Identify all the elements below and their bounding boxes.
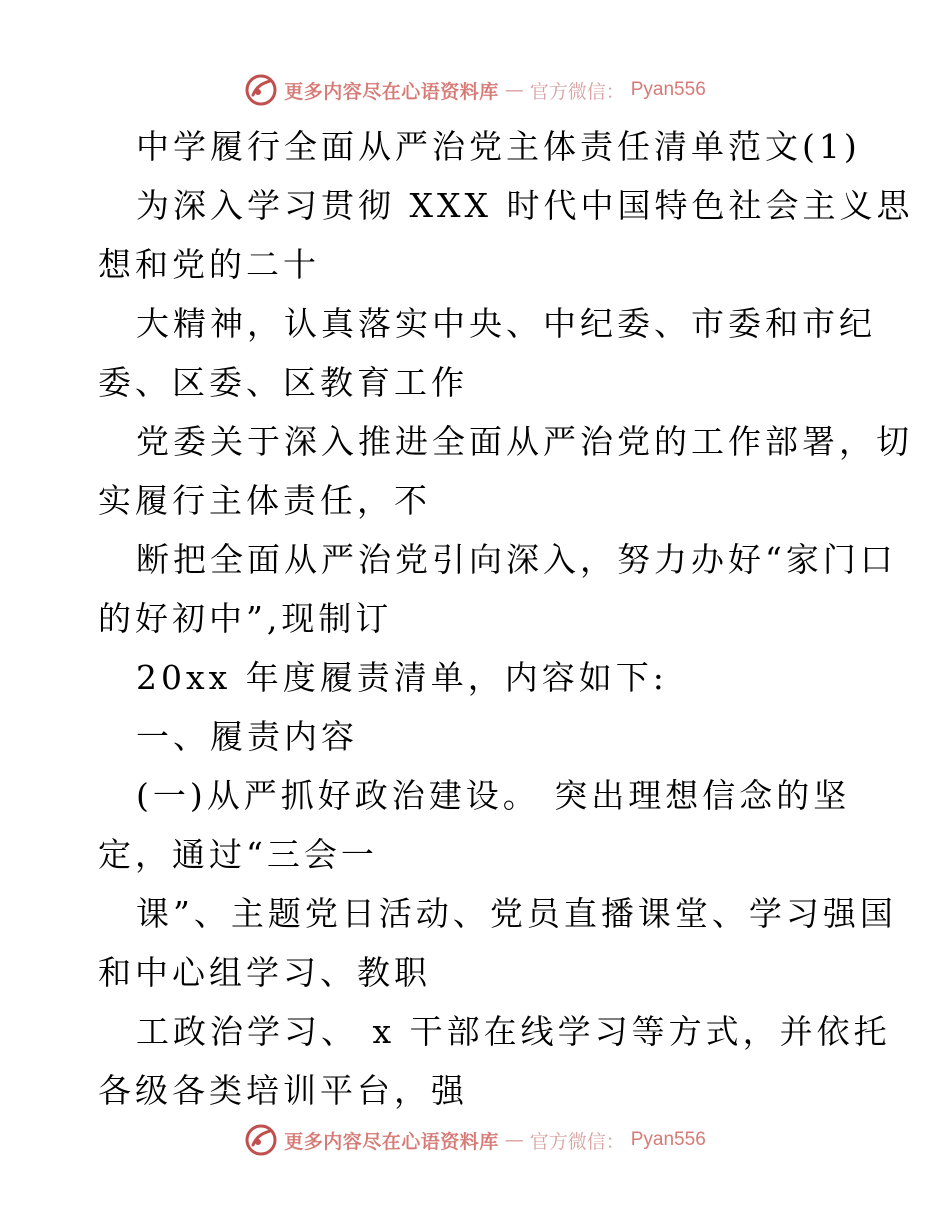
watermark-text: 更多内容尽在心语资料库 — [284, 1130, 499, 1153]
paragraph-line: 的好初中”,现制订 — [98, 599, 393, 638]
paragraph-line: 20xx 年度履责清单，内容如下: — [136, 658, 668, 697]
watermark-separator: — — [504, 79, 524, 101]
document-title: 中学履行全面从严治党主体责任清单范文(1) — [136, 127, 861, 166]
paragraph-line: (一)从严抓好政治建设。 突出理想信念的坚 — [136, 776, 851, 815]
paragraph-line: 工政治学习、 x 干部在线学习等方式，并依托 — [136, 1012, 891, 1051]
paragraph-line: 和中心组学习、教职 — [98, 953, 431, 992]
paragraph-line: 实履行主体责任，不 — [98, 481, 431, 520]
watermark-id: Pyan556 — [630, 79, 706, 100]
paragraph-line: 大精神，认真落实中央、中纪委、市委和市纪 — [136, 304, 876, 343]
paragraph-line: 各级各类培训平台，强 — [98, 1071, 468, 1110]
seal-logo-icon — [244, 1123, 278, 1157]
watermark-bottom — [0, 1120, 950, 1160]
watermark-top — [0, 70, 950, 110]
paragraph-line: 想和党的二十 — [98, 245, 320, 284]
paragraph-line: 定，通过“三会一 — [98, 835, 378, 874]
watermark-separator: — — [504, 1129, 524, 1151]
watermark-label: 官方微信： — [529, 80, 625, 103]
paragraph-line: 课”、主题党日活动、党员直播课堂、学习强国 — [136, 894, 897, 933]
watermark-label: 官方微信： — [529, 1130, 625, 1153]
watermark-id: Pyan556 — [630, 1129, 706, 1150]
paragraph-line: 委、区委、区教育工作 — [98, 363, 468, 402]
section-heading: 一、履责内容 — [136, 717, 358, 756]
watermark-text: 更多内容尽在心语资料库 — [284, 80, 499, 103]
paragraph-line: 党委关于深入推进全面从严治党的工作部署，切 — [136, 422, 913, 461]
paragraph-line: 为深入学习贯彻 XXX 时代中国特色社会主义思 — [136, 186, 914, 225]
seal-logo-icon — [244, 73, 278, 107]
paragraph-line: 断把全面从严治党引向深入，努力办好“家门口 — [136, 540, 897, 579]
